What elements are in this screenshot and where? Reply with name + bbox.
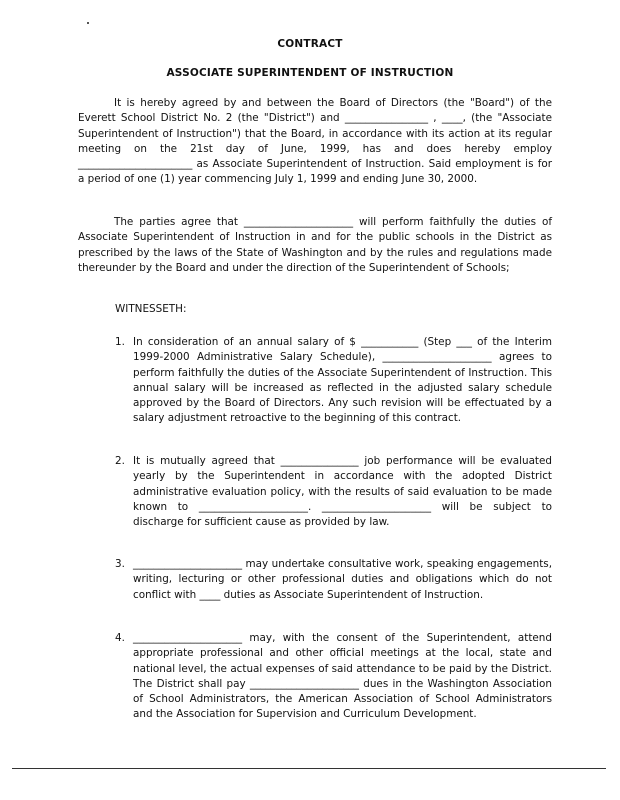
clause-text: In consideration of an annual salary of $ ___________ (Step ___ of the Interim 1999-2000 Administrative Salary Schedule), _____________________ agrees to perform faithfully the duties of the Associate Superintendent of Instruction. This annual salary will be increased as reflected in the adjusted salary schedule approved by the Board of Directors. Any such revision will be effectuated by a salary adjustment retroactive to the beginning of this contract. — [133, 336, 552, 425]
duties-paragraph: The parties agree that _____________________ will perform faithfully the duties of Associate Superintendent of Instruction in and for the public schools in the District as prescribed by the laws of the State of Washington and by the rules and regulations made thereunder by the Board and under the direction of the Superintendent of Schools; — [78, 216, 552, 274]
document-title: CONTRACT — [277, 38, 343, 50]
clause-1 — [115, 335, 552, 427]
page-bottom-rule — [12, 768, 606, 769]
scan-speck — [87, 22, 89, 24]
document-subtitle: ASSOCIATE SUPERINTENDENT OF INSTRUCTION — [166, 67, 454, 79]
witnesseth-heading: WITNESSETH: — [115, 303, 187, 315]
clause-text: _____________________ may undertake consultative work, speaking engagements, writing, lecturing or other professional duties and obligations which do not conflict with ____ duties as Associate Superintendent of Instruction. — [133, 558, 552, 601]
clause-2 — [115, 454, 552, 530]
clause-4 — [115, 631, 552, 723]
clause-number: 4. — [115, 632, 125, 644]
opening-paragraph: It is hereby agreed by and between the Board of Directors (the "Board") of the Everett School District No. 2 (the "District") and ________________ , ____, (the "Associate Superintendent of Instruction") that the Board, in accordance with its action at its regular meeting on the 21st day of June, 1999, has and does hereby employ ______________________ as Associate Superintendent of Instruction. Said employment is for a period of one (1) year commencing July 1, 1999 and ending June 30, 2000. — [78, 97, 552, 186]
clause-text: It is mutually agreed that _______________ job performance will be evaluated yearly by the Superintendent in accordance with the adopted District administrative evaluation policy, with the results of said evaluation to be made known to _____________________. _____________________ will be subject to discharge for sufficient cause as provided by law. — [133, 455, 552, 529]
clause-number: 2. — [115, 455, 125, 467]
clause-text: _____________________ may, with the consent of the Superintendent, attend appropriate professional and other official meetings at the local, state and national level, the actual expenses of said attendance to be paid by the District. The District shall pay _____________________ dues in the Washington Association of School Administrators, the American Association of School Administrators and the Association for Supervision and Curriculum Development. — [133, 632, 552, 721]
clause-number: 1. — [115, 336, 125, 348]
clause-number: 3. — [115, 558, 125, 570]
clause-3 — [115, 557, 552, 603]
